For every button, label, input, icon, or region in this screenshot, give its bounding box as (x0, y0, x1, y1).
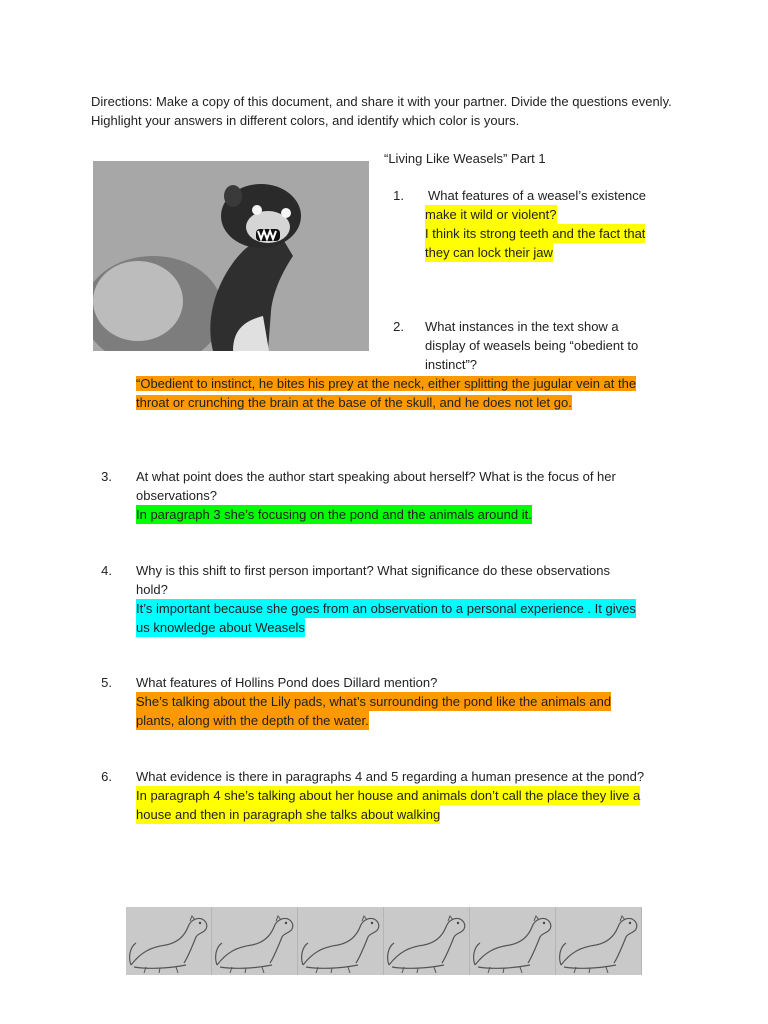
weasel-sketch-icon (298, 907, 384, 975)
answer-highlight: throat or crunching the brain at the base of the skull, and he does not let go. (136, 395, 572, 410)
question-number: 3. (101, 469, 112, 484)
directions-text (91, 92, 681, 130)
question-text: hold? (136, 582, 168, 597)
weasel-sketch-icon (212, 907, 298, 975)
weasel-sketch-cell (384, 907, 470, 975)
weasel-sketch-icon (470, 907, 556, 975)
directions-paragraph: Directions: Make a copy of this document, and share it with your partner. Divide the questions evenly. Highlight your answers in different colors, and identify which color is yours. (91, 94, 672, 128)
question-text: What instances in the text show a (425, 319, 619, 334)
answer-highlight: In paragraph 4 she’s talking about her house and animals don’t call the place they live a (136, 788, 641, 803)
question-text: instinct”? (425, 357, 478, 372)
question-number: 2. (393, 319, 404, 334)
answer-highlight: plants, along with the depth of the water. (136, 713, 369, 728)
weasel-sketch-icon (126, 907, 212, 975)
weasel-sketch-strip (126, 907, 642, 975)
weasel-photo (93, 161, 369, 351)
weasel-sketch-icon (384, 907, 470, 975)
answer-highlight: make it wild or violent? (425, 207, 557, 222)
answer-highlight: It’s important because she goes from an observation to a personal experience . It gives (136, 601, 636, 616)
question-number: 4. (101, 563, 112, 578)
question-number: 6. (101, 769, 112, 784)
weasel-sketch-cell (298, 907, 384, 975)
weasel-sketch-icon (556, 907, 642, 975)
weasel-photo-icon (93, 161, 369, 351)
answer-highlight: I think its strong teeth and the fact that (425, 226, 646, 241)
weasel-sketch-cell (126, 907, 212, 975)
question-number: 1. (393, 188, 404, 203)
question-text: What features of Hollins Pond does Dillard mention? (136, 675, 438, 690)
answer-highlight: She’s talking about the Lily pads, what’s surrounding the pond like the animals and (136, 694, 612, 709)
question-text: What evidence is there in paragraphs 4 and 5 regarding a human presence at the pond? (136, 769, 645, 784)
question-text: What features of a weasel’s existence (428, 188, 646, 203)
question-number: 5. (101, 675, 112, 690)
weasel-sketch-cell (470, 907, 556, 975)
question-text: Why is this shift to first person important? What significance do these observations (136, 563, 610, 578)
weasel-sketch-cell (212, 907, 298, 975)
weasel-sketch-cell (556, 907, 642, 975)
answer-highlight: In paragraph 3 she’s focusing on the pond and the animals around it. (136, 507, 532, 522)
question-text: observations? (136, 488, 217, 503)
question-text: display of weasels being “obedient to (425, 338, 639, 353)
answer-highlight: house and then in paragraph she talks about walking (136, 807, 441, 822)
question-text: At what point does the author start speaking about herself? What is the focus of her (136, 469, 616, 484)
answer-highlight: “Obedient to instinct, he bites his prey at the neck, either splitting the jugular vein at the (136, 376, 637, 391)
answer-highlight: us knowledge about Weasels (136, 620, 305, 635)
answer-2 (136, 374, 636, 412)
document-title: “Living Like Weasels” Part 1 (384, 151, 546, 166)
answer-highlight: they can lock their jaw (425, 245, 553, 260)
